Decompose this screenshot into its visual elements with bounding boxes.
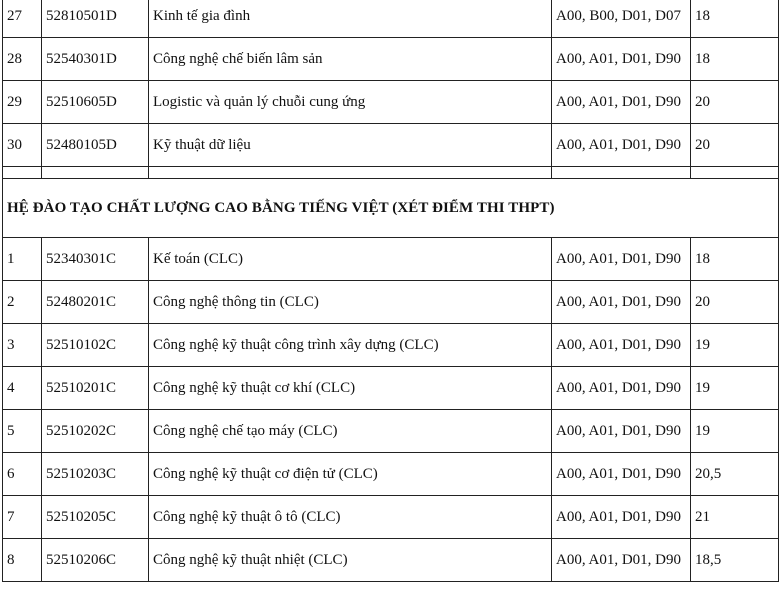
table-row <box>3 410 779 453</box>
row-number: 7 <box>3 496 42 539</box>
table-row <box>3 281 779 324</box>
major-code: 52510202C <box>42 410 149 453</box>
major-code: 52810501D <box>42 0 149 38</box>
subject-combinations: A00, A01, D01, D90 <box>552 367 691 410</box>
benchmark-score: 18,5 <box>691 539 779 582</box>
table-row <box>3 38 779 81</box>
subject-combinations: A00, A01, D01, D90 <box>552 453 691 496</box>
row-number: 27 <box>3 0 42 38</box>
subject-combinations: A00, A01, D01, D90 <box>552 324 691 367</box>
benchmark-score: 20 <box>691 124 779 167</box>
benchmark-score: 20 <box>691 81 779 124</box>
spacer-row <box>3 167 779 179</box>
major-name: Logistic và quản lý chuỗi cung ứng <box>149 81 552 124</box>
row-number: 3 <box>3 324 42 367</box>
major-name: Công nghệ kỹ thuật cơ khí (CLC) <box>149 367 552 410</box>
major-code: 52510102C <box>42 324 149 367</box>
admission-table <box>2 0 779 582</box>
major-name: Công nghệ thông tin (CLC) <box>149 281 552 324</box>
benchmark-score: 19 <box>691 324 779 367</box>
major-name: Công nghệ chế tạo máy (CLC) <box>149 410 552 453</box>
subject-combinations: A00, A01, D01, D90 <box>552 81 691 124</box>
table-row <box>3 453 779 496</box>
table-row <box>3 367 779 410</box>
major-code: 52540301D <box>42 38 149 81</box>
table-row <box>3 496 779 539</box>
major-code: 52340301C <box>42 238 149 281</box>
major-code: 52510206C <box>42 539 149 582</box>
major-code: 52510205C <box>42 496 149 539</box>
row-number: 2 <box>3 281 42 324</box>
row-number: 4 <box>3 367 42 410</box>
major-name: Kinh tế gia đình <box>149 0 552 38</box>
major-name: Kế toán (CLC) <box>149 238 552 281</box>
row-number: 28 <box>3 38 42 81</box>
benchmark-score: 18 <box>691 0 779 38</box>
subject-combinations: A00, A01, D01, D90 <box>552 124 691 167</box>
major-code: 52480201C <box>42 281 149 324</box>
subject-combinations: A00, B00, D01, D07 <box>552 0 691 38</box>
subject-combinations: A00, A01, D01, D90 <box>552 238 691 281</box>
major-code: 52510203C <box>42 453 149 496</box>
section-header-row <box>3 179 779 238</box>
subject-combinations: A00, A01, D01, D90 <box>552 410 691 453</box>
benchmark-score: 19 <box>691 410 779 453</box>
major-name: Công nghệ kỹ thuật nhiệt (CLC) <box>149 539 552 582</box>
benchmark-score: 21 <box>691 496 779 539</box>
section-title: HỆ ĐÀO TẠO CHẤT LƯỢNG CAO BẰNG TIẾNG VIỆT (XÉT ĐIỂM THI THPT) <box>3 179 779 238</box>
subject-combinations: A00, A01, D01, D90 <box>552 496 691 539</box>
major-code: 52510605D <box>42 81 149 124</box>
major-name: Công nghệ kỹ thuật cơ điện tử (CLC) <box>149 453 552 496</box>
major-code: 52480105D <box>42 124 149 167</box>
benchmark-score: 18 <box>691 38 779 81</box>
major-name: Công nghệ kỹ thuật ô tô (CLC) <box>149 496 552 539</box>
benchmark-score: 20 <box>691 281 779 324</box>
row-number: 5 <box>3 410 42 453</box>
table-row <box>3 324 779 367</box>
table-row <box>3 539 779 582</box>
major-name: Kỹ thuật dữ liệu <box>149 124 552 167</box>
row-number: 6 <box>3 453 42 496</box>
row-number: 29 <box>3 81 42 124</box>
major-name: Công nghệ chế biến lâm sản <box>149 38 552 81</box>
benchmark-score: 18 <box>691 238 779 281</box>
row-number: 1 <box>3 238 42 281</box>
major-code: 52510201C <box>42 367 149 410</box>
benchmark-score: 19 <box>691 367 779 410</box>
major-name: Công nghệ kỹ thuật công trình xây dựng (CLC) <box>149 324 552 367</box>
subject-combinations: A00, A01, D01, D90 <box>552 38 691 81</box>
subject-combinations: A00, A01, D01, D90 <box>552 539 691 582</box>
table-row <box>3 81 779 124</box>
row-number: 8 <box>3 539 42 582</box>
subject-combinations: A00, A01, D01, D90 <box>552 281 691 324</box>
table-row <box>3 124 779 167</box>
benchmark-score: 20,5 <box>691 453 779 496</box>
table-row <box>3 238 779 281</box>
table-row <box>3 0 779 38</box>
row-number: 30 <box>3 124 42 167</box>
